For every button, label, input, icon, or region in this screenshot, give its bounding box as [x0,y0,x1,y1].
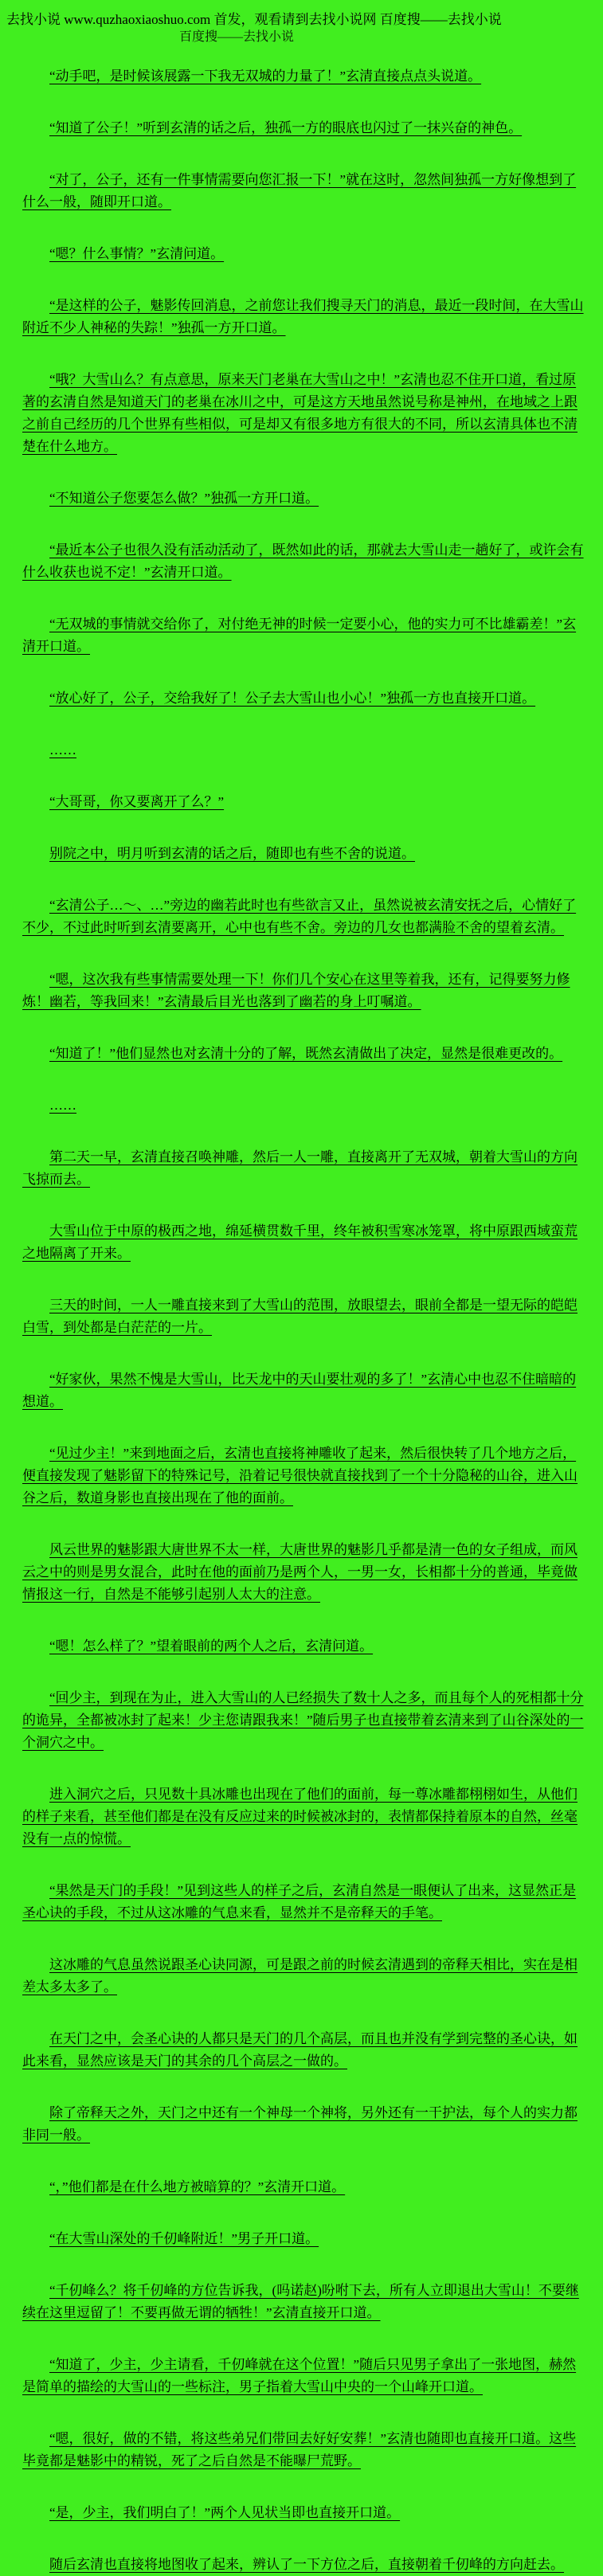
novel-paragraph[interactable]: “千仞峰么？将千仞峰的方位告诉我，(吗诺赵)吩咐下去，所有人立即退出大雪山！不要继续在这里逗留了！不要再做无谓的牺牲！”玄清直接开口道。 [22,2283,579,2320]
novel-paragraph[interactable]: “嗯？什么事情？”玄清问道。 [49,246,225,261]
novel-paragraph[interactable]: …… [49,1098,76,1113]
novel-paragraph[interactable]: “知道了，少主，少主请看，千仞峰就在这个位置！”随后只见男子拿出了一张地图，赫然是简单的描绘的大雪山的一些标注，男子指着大雪山中央的一个山峰开口道。 [22,2357,577,2394]
novel-paragraph[interactable]: “，”他们都是在什么地方被暗算的？”玄清开口道。 [49,2179,346,2194]
clipped-text-fragment: 百度搜——去找小说 [179,30,295,44]
novel-paragraph[interactable]: “最近本公子也很久没有活动活动了，既然如此的话，那就去大雪山走一趟好了，或许会有什么收获也说不定！”玄清开口道。 [22,542,584,580]
novel-paragraph[interactable]: “是这样的公子，魅影传回消息，之前您让我们搜寻天门的消息，最近一段时间，在大雪山附近不少人神秘的失踪！”独孤一方开口道。 [22,298,584,335]
novel-content [0,65,603,2576]
novel-paragraph[interactable]: “嗯，很好，做的不错，将这些弟兄们带回去好好安葬！”玄清也随即也直接开口道。这些毕竟都是魅影中的精锐，死了之后自然是不能曝尸荒野。 [22,2431,577,2468]
novel-paragraph[interactable]: 除了帝释天之外，天门之中还有一个神母一个神将，另外还有一干护法，每个人的实力都非同一般。 [22,2105,578,2143]
novel-paragraph[interactable]: “回少主，到现在为止，进入大雪山的人已经损失了数十人之多，而且每个人的死相都十分的诡异，全都被冰封了起来！少主您请跟我来！”随后男子也直接带着玄清来到了山谷深处的一个洞穴之中。 [22,1690,584,1750]
novel-paragraph[interactable]: “见过少主！”来到地面之后，玄清也直接将神雕收了起来，然后很快转了几个地方之后，便直接发现了魅影留下的特殊记号，沿着记号很快就直接找到了一个十分隐秘的山谷，进入山谷之后，数道身影也直接出现在了他的面前。 [22,1446,578,1505]
novel-paragraph[interactable]: “嗯！怎么样了？”望着眼前的两个人之后，玄清问道。 [49,1638,374,1654]
novel-paragraph[interactable]: “在大雪山深处的千仞峰附近！”男子开口道。 [49,2231,319,2246]
novel-paragraph[interactable]: “知道了！”他们显然也对玄清十分的了解，既然玄清做出了决定，显然是很难更改的。 [49,1046,563,1061]
novel-paragraph[interactable]: “好家伙，果然不愧是大雪山，比天龙中的天山要壮观的多了！”玄清心中也忍不住暗暗的想道。 [22,1372,577,1409]
novel-paragraph[interactable]: “不知道公子您要怎么做？”独孤一方开口道。 [49,491,319,506]
novel-paragraph[interactable]: “对了，公子，还有一件事情需要向您汇报一下！”就在这时，忽然间独孤一方好像想到了什么一般，随即开口道。 [22,172,577,209]
novel-paragraph[interactable]: 进入洞穴之后，只见数十具冰雕也出现在了他们的面前，每一尊冰雕都栩栩如生，从他们的样子来看，甚至他们都是在没有反应过来的时候被冰封的，表情都保持着原本的自然，丝毫没有一点的惊慌。 [22,1787,578,1846]
novel-paragraph[interactable]: “玄清公子…～、…”旁边的幽若此时也有些欲言又止，虽然说被玄清安抚之后，心情好了不少，不过此时听到玄清要离开，心中也有些不舍。旁边的几女也都满脸不舍的望着玄清。 [22,898,577,935]
novel-paragraph[interactable]: 第二天一早，玄清直接召唤神雕，然后一人一雕，直接离开了无双城，朝着大雪山的方向飞掠而去。 [22,1149,578,1187]
novel-paragraph[interactable]: 随后玄清也直接将地图收了起来，辨认了一下方位之后，直接朝着千仞峰的方向赶去。 [49,2557,564,2572]
novel-paragraph[interactable]: 别院之中，明月听到玄清的话之后，随即也有些不舍的说道。 [49,846,415,861]
novel-paragraph[interactable]: 这冰雕的气息虽然说跟圣心诀同源，可是跟之前的时候玄清遇到的帝释天相比，实在是相差太多太多了。 [22,1957,578,1995]
novel-paragraph[interactable]: 风云世界的魅影跟大唐世界不太一样，大唐世界的魅影几乎都是清一色的女子组成，而风云之中的则是男女混合，此时在他的面前乃是两个人，一男一女，长相都十分的普通，毕竟做情报这一行，自然是不能够引起别人太大的注意。 [22,1542,578,1602]
novel-paragraph[interactable]: “果然是天门的手段！”见到这些人的样子之后，玄清自然是一眼便认了出来，这显然正是圣心诀的手段，不过从这冰雕的气息来看，显然并不是帝释天的手笔。 [22,1883,577,1920]
novel-paragraph[interactable]: “动手吧，是时候该展露一下我无双城的力量了！”玄清直接点点头说道。 [49,69,482,84]
novel-paragraph[interactable]: “知道了公子！”听到玄清的话之后，独孤一方的眼底也闪过了一抹兴奋的神色。 [49,120,523,135]
novel-paragraph[interactable]: 三天的时间，一人一雕直接来到了大雪山的范围，放眼望去，眼前全都是一望无际的皑皑白雪，到处都是白茫茫的一片。 [22,1298,578,1335]
novel-paragraph[interactable]: …… [49,742,76,758]
novel-paragraph[interactable]: “大哥哥，你又要离开了么？” [49,794,225,809]
novel-paragraph[interactable]: 在天门之中，会圣心诀的人都只是天门的几个高层，而且也并没有学到完整的圣心诀，如此来看，显然应该是天门的其余的几个高层之一做的。 [22,2031,578,2069]
novel-paragraph[interactable]: “哦？大雪山么？有点意思，原来天门老巢在大雪山之中！”玄清也忍不住开口道，看过原著的玄清自然是知道天门的老巢在冰川之中，可是这方天地虽然说号称是神州，在地域之上跟之前自己经历的几个世界有些相似，可是却又有很多地方有很大的不同，所以玄清具体也不清楚在什么地方。 [22,372,578,454]
novel-paragraph[interactable]: “是，少主，我们明白了！”两个人见状当即也直接开口道。 [49,2505,401,2520]
site-notice [6,10,598,30]
novel-page [0,10,603,2576]
novel-paragraph[interactable]: “嗯，这次我有些事情需要处理一下！你们几个安心在这里等着我，还有，记得要努力修炼！幽若，等我回来！”玄清最后目光也落到了幽若的身上叮嘱道。 [22,972,570,1009]
novel-paragraph[interactable]: “无双城的事情就交给你了，对付绝无神的时候一定要小心，他的实力可不比雄霸差！”玄清开口道。 [22,617,577,654]
clipped-text-remnant [179,30,402,44]
novel-paragraph[interactable]: “放心好了，公子，交给我好了！公子去大雪山也小心！”独孤一方也直接开口道。 [49,691,536,706]
site-notice-text: 去找小说 www.quzhaoxiaoshuo.com 首发，观看请到去找小说网 百度搜——去找小说 [6,12,502,27]
novel-paragraph[interactable]: 大雪山位于中原的极西之地，绵延横贯数千里，终年被积雪寒冰笼罩，将中原跟西域蛮荒之地隔离了开来。 [22,1223,578,1261]
